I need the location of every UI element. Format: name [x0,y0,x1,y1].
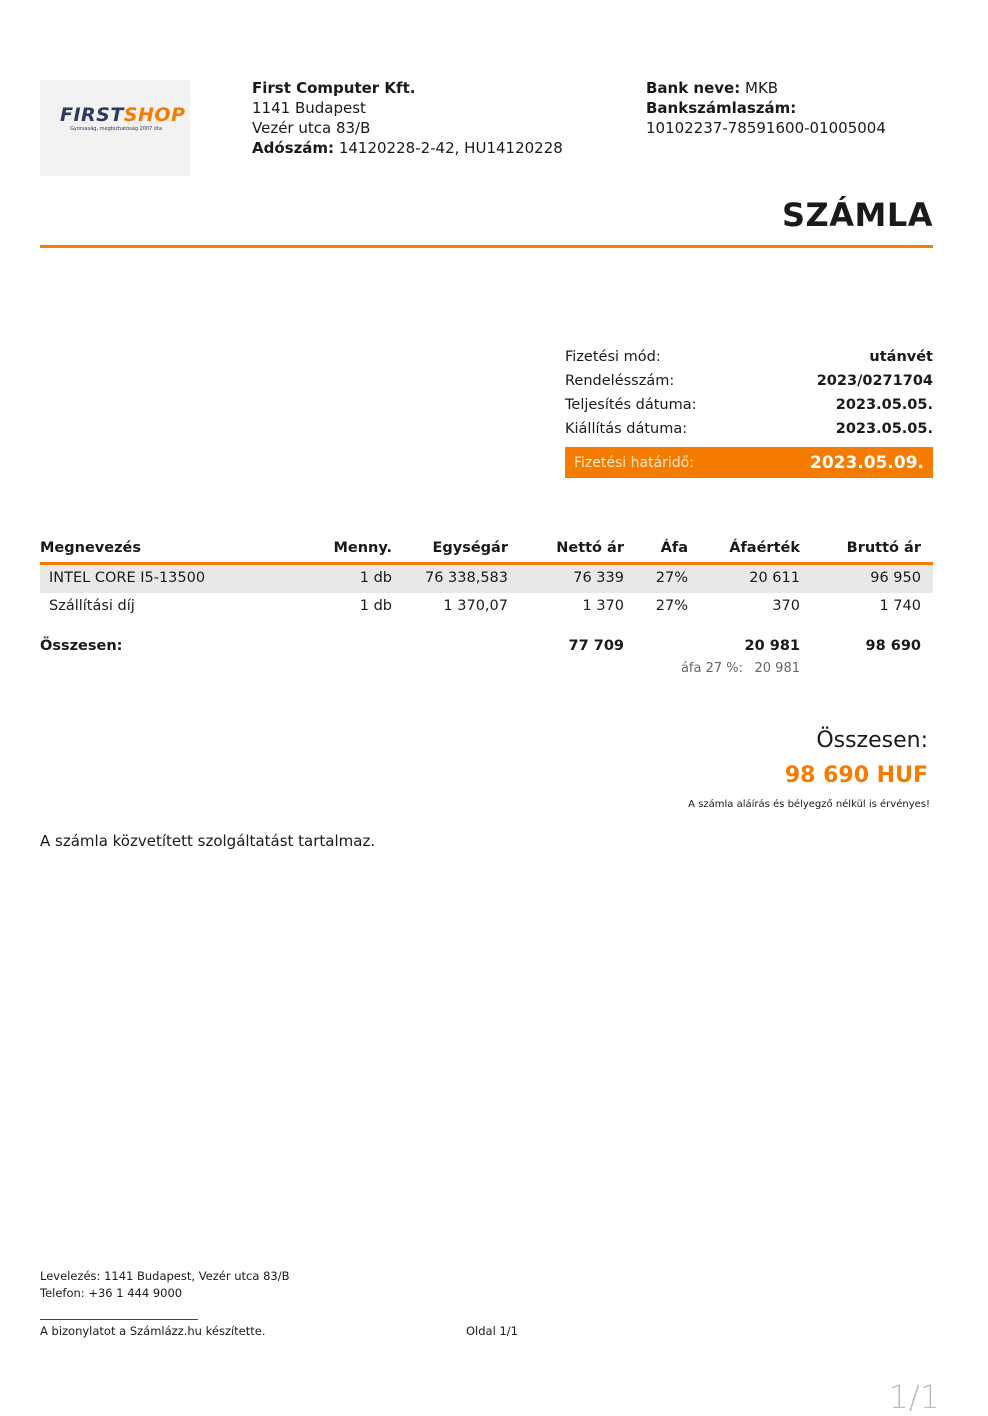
header-vat-amount: Áfaérték [729,540,800,556]
logo-tagline: Gyorsaság, megbízhatóság 2007 óta [69,126,163,132]
total-label: Összesen: [40,638,123,654]
invoice-meta [565,345,933,478]
bank-account-number: 10102237-78591600-01005004 [646,119,886,137]
seller-tax-number: Adószám: 14120228-2-42, HU14120228 [252,139,563,157]
footer-made-by: A bizonylatot a Számlázz.hu készítette. [40,1324,266,1338]
footer-page-number: Oldal 1/1 [466,1324,518,1338]
row-vat-rate: 27% [655,570,688,586]
row-unit-price: 1 370,07 [443,598,508,614]
row-vat-amount: 20 611 [749,570,800,586]
row-quantity: 1 db [359,570,392,586]
bank-name: Bank neve: MKB [646,79,779,97]
header-name: Megnevezés [40,540,141,556]
footer-phone: Telefon: +36 1 444 9000 [40,1286,183,1300]
company-logo [40,80,190,176]
total-vat: 20 981 [744,638,800,654]
row-unit-price: 76 338,583 [424,570,508,586]
table-row [40,565,933,593]
viewer-page-indicator: 1/1 [888,1378,940,1416]
row-quantity: 1 db [359,598,392,614]
meta-fulfillment-date: Teljesítés dátuma: 2023.05.05. [565,397,933,413]
table-row [40,593,933,621]
row-vat-amount: 370 [772,598,800,614]
meta-payment-method: Fizetési mód: utánvét [565,349,933,365]
row-vat-rate: 27% [655,598,688,614]
header-divider [40,245,933,248]
header-unit-price: Egységár [432,540,508,556]
row-name: Szállítási díj [49,598,135,614]
document-title: SZÁMLA [781,196,933,234]
vat-breakdown-label: áfa 27 %: [680,661,743,676]
seller-street: Vezér utca 83/B [252,119,371,137]
bank-info [646,78,886,138]
header-vat-rate: Áfa [660,540,688,556]
row-gross-price: 1 740 [879,598,921,614]
row-gross-price: 96 950 [870,570,921,586]
bank-account-label: Bankszámlaszám: [646,99,797,117]
row-net-price: 76 339 [573,570,624,586]
seller-city: 1141 Budapest [252,99,366,117]
mediated-service-note: A számla közvetített szolgáltatást tartalmaz. [40,832,376,850]
grand-total-value: 98 690 HUF [784,763,928,788]
seller-name: First Computer Kft. [252,79,416,97]
header-net-price: Nettó ár [556,540,624,556]
header-gross-price: Bruttó ár [846,540,921,556]
meta-issue-date: Kiállítás dátuma: 2023.05.05. [565,421,933,437]
table-header [40,535,933,565]
seller-info [252,78,563,158]
vat-breakdown [40,659,933,681]
row-name: INTEL CORE I5-13500 [49,570,206,586]
grand-total-label: Összesen: [816,728,928,753]
row-net-price: 1 370 [582,598,624,614]
header-quantity: Menny. [333,540,392,556]
validity-note: A számla aláírás és bélyegző nélkül is érvényes! [688,799,930,810]
vat-breakdown-value: 20 981 [754,661,800,676]
footer-contact [40,1268,289,1302]
total-net: 77 709 [568,638,624,654]
meta-order-number: Rendelésszám: 2023/0271704 [565,373,933,389]
payment-due-banner: Fizetési határidő: 2023.05.09. [565,447,933,478]
footer-address: Levelezés: 1141 Budapest, Vezér utca 83/B [40,1269,290,1283]
total-gross: 98 690 [865,638,921,654]
items-table [40,535,933,681]
footer-divider [40,1319,198,1320]
logo-wordmark: FIRSTSHOP [60,104,186,126]
table-total-row [40,633,933,659]
